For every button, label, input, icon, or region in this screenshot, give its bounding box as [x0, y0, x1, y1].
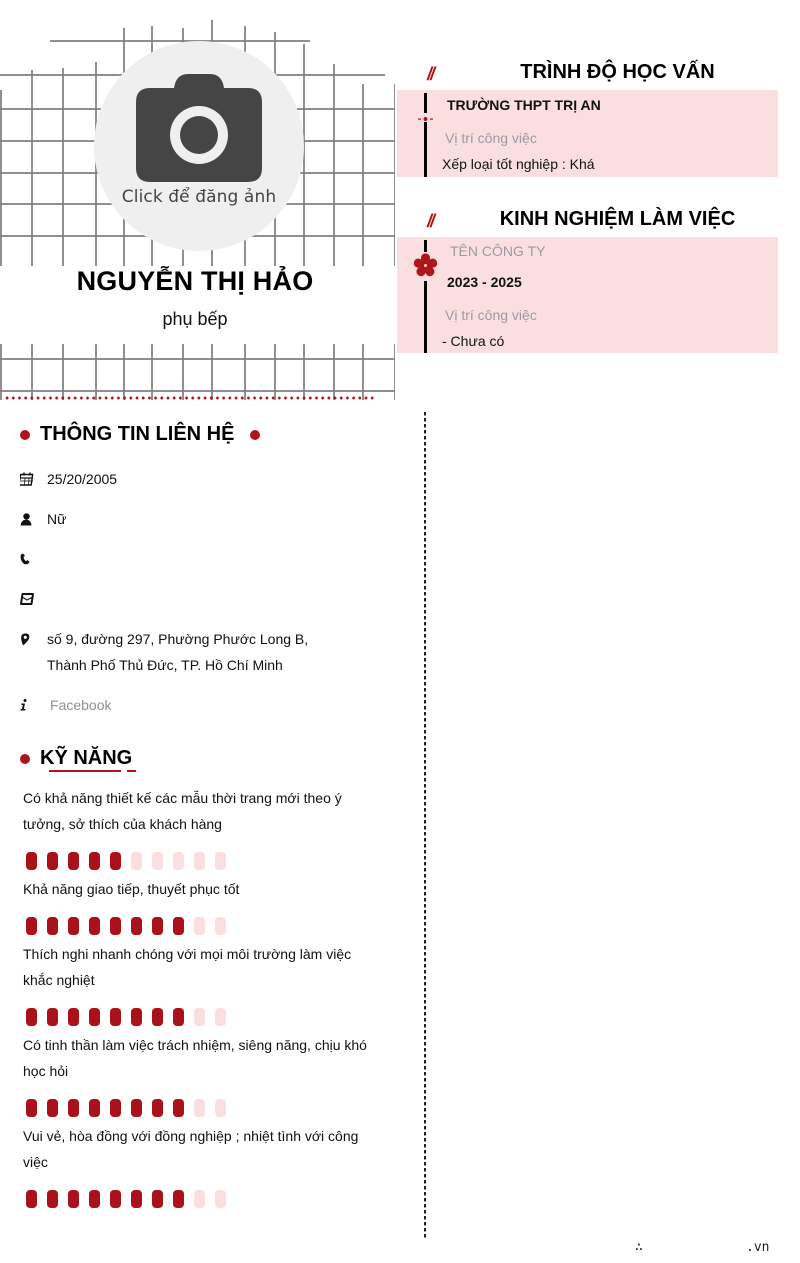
bullet-dot — [250, 430, 260, 440]
skill-pip-filled[interactable] — [173, 1099, 184, 1117]
education-title: TRÌNH ĐỘ HỌC VẤN — [520, 61, 715, 83]
skill-pip-empty[interactable] — [215, 1099, 226, 1117]
skill-pip-filled[interactable] — [173, 917, 184, 935]
skill-pip-filled[interactable] — [131, 1190, 142, 1208]
skill-pip-filled[interactable] — [47, 852, 58, 870]
timeline-line — [424, 122, 427, 177]
skill-pip-filled[interactable] — [47, 1099, 58, 1117]
skill-pip-empty[interactable] — [194, 917, 205, 935]
phone-icon — [20, 550, 47, 568]
skill-pip-filled[interactable] — [152, 1190, 163, 1208]
skill-pip-filled[interactable] — [89, 852, 100, 870]
contact-header — [20, 423, 260, 446]
skill-pip-filled[interactable] — [26, 1099, 37, 1117]
skill-pip-empty[interactable] — [215, 1190, 226, 1208]
skill-pip-filled[interactable] — [26, 1190, 37, 1208]
skill-pip-filled[interactable] — [110, 852, 121, 870]
email-icon — [20, 590, 47, 608]
experience-description[interactable]: - Chưa có — [442, 333, 505, 349]
address-value: số 9, đường 297, Phường Phước Long B, Thành Phố Thủ Đức, TP. Hồ Chí Minh — [47, 631, 309, 673]
skill-pip-empty[interactable] — [215, 1008, 226, 1026]
contact-item-gender[interactable] — [20, 510, 66, 532]
education-section — [397, 52, 778, 177]
experience-entry — [397, 237, 778, 353]
gender-value: Nữ — [47, 511, 67, 527]
calendar-icon — [20, 470, 47, 488]
slash-decoration: // — [427, 64, 434, 84]
contact-item-phone[interactable] — [20, 550, 47, 568]
skill-rating-bar[interactable] — [26, 917, 226, 935]
skill-pip-empty[interactable] — [215, 917, 226, 935]
location-icon — [20, 630, 47, 648]
camera-icon — [136, 72, 262, 182]
skill-label[interactable]: Vui vẻ, hòa đồng với đồng nghiệp ; nhiệt tình với công việc — [23, 1128, 359, 1170]
skill-rating-bar[interactable] — [26, 852, 226, 870]
skill-label[interactable]: Có khả năng thiết kế các mẫu thời trang mới theo ý tưởng, sở thích của khách hàng — [23, 790, 342, 832]
skill-pip-filled[interactable] — [47, 917, 58, 935]
skill-pip-filled[interactable] — [89, 1099, 100, 1117]
skills-underline — [49, 770, 121, 772]
skills-title: KỸ NĂNG — [40, 747, 133, 769]
skill-pip-filled[interactable] — [26, 852, 37, 870]
slash-decoration: // — [427, 211, 434, 231]
timeline-dot-icon — [418, 117, 433, 121]
skill-pip-filled[interactable] — [173, 1190, 184, 1208]
skill-pip-empty[interactable] — [194, 852, 205, 870]
job-title[interactable]: phụ bếp — [162, 309, 228, 329]
school-name[interactable]: TRƯỜNG THPT TRỊ AN — [447, 97, 601, 113]
flower-icon — [412, 252, 439, 279]
skill-rating-bar[interactable] — [26, 1190, 226, 1208]
company-placeholder[interactable]: TÊN CÔNG TY — [450, 243, 546, 259]
skill-pip-filled[interactable] — [68, 852, 79, 870]
skill-pip-filled[interactable] — [110, 1190, 121, 1208]
user-icon — [20, 510, 47, 528]
skill-pip-empty[interactable] — [194, 1099, 205, 1117]
avatar-caption: Click để đăng ảnh — [121, 187, 277, 207]
skill-pip-filled[interactable] — [47, 1190, 58, 1208]
skill-pip-filled[interactable] — [68, 1190, 79, 1208]
info-icon — [20, 696, 47, 714]
position-placeholder[interactable]: Vị trí công việc — [445, 130, 537, 146]
bullet-dot — [20, 754, 30, 764]
skill-pip-filled[interactable] — [68, 1099, 79, 1117]
skills-underline-dash — [127, 770, 136, 772]
full-name[interactable]: NGUYỄN THỊ HẢO — [76, 266, 314, 296]
contact-item-address[interactable] — [20, 630, 317, 678]
skill-pip-filled[interactable] — [47, 1008, 58, 1026]
skill-pip-filled[interactable] — [152, 917, 163, 935]
skill-pip-filled[interactable] — [68, 917, 79, 935]
skill-pip-filled[interactable] — [131, 1099, 142, 1117]
skill-pip-filled[interactable] — [89, 1008, 100, 1026]
bullet-dot — [20, 430, 30, 440]
education-header — [397, 52, 778, 90]
contact-item-birthday[interactable] — [20, 470, 117, 492]
position-placeholder[interactable]: Vị trí công việc — [445, 307, 537, 323]
skill-pip-filled[interactable] — [26, 1008, 37, 1026]
avatar-upload[interactable] — [94, 41, 304, 251]
skill-pip-filled[interactable] — [89, 917, 100, 935]
experience-header — [397, 199, 778, 237]
skill-rating-bar[interactable] — [26, 1099, 226, 1117]
skill-pip-filled[interactable] — [173, 1008, 184, 1026]
experience-section — [397, 199, 778, 353]
skill-pip-filled[interactable] — [152, 1008, 163, 1026]
skill-pip-filled[interactable] — [131, 1008, 142, 1026]
skill-pip-filled[interactable] — [152, 1099, 163, 1117]
skills-header — [20, 747, 132, 770]
skill-pip-filled[interactable] — [68, 1008, 79, 1026]
contact-title: THÔNG TIN LIÊN HỆ — [40, 423, 235, 445]
skill-pip-filled[interactable] — [110, 917, 121, 935]
contact-item-social[interactable] — [20, 696, 111, 718]
skill-pip-empty[interactable] — [215, 852, 226, 870]
dotted-divider — [4, 396, 376, 400]
footer-mark-right: .vn — [746, 1240, 770, 1255]
skill-pip-filled[interactable] — [110, 1099, 121, 1117]
skill-pip-empty[interactable] — [131, 852, 142, 870]
footer-mark-left: ∴ — [635, 1240, 643, 1255]
skill-rating-bar[interactable] — [26, 1008, 226, 1026]
timeline-line — [424, 281, 427, 353]
skill-pip-empty[interactable] — [173, 852, 184, 870]
skill-pip-filled[interactable] — [131, 917, 142, 935]
timeline-line — [424, 93, 427, 113]
skill-pip-filled[interactable] — [89, 1190, 100, 1208]
skill-label[interactable]: Khả năng giao tiếp, thuyết phục tốt — [23, 881, 240, 897]
skill-pip-filled[interactable] — [110, 1008, 121, 1026]
facebook-placeholder: Facebook — [50, 697, 112, 713]
skill-pip-empty[interactable] — [194, 1190, 205, 1208]
graduation-grade[interactable]: Xếp loại tốt nghiệp : Khá — [442, 156, 595, 172]
contact-item-email[interactable] — [20, 590, 47, 608]
education-entry — [397, 90, 778, 177]
skill-pip-empty[interactable] — [152, 852, 163, 870]
experience-years[interactable]: 2023 - 2025 — [447, 274, 522, 290]
timeline-line — [424, 240, 427, 252]
skill-label[interactable]: Có tinh thần làm việc trách nhiệm, siêng năng, chịu khó học hỏi — [23, 1037, 367, 1079]
experience-title: KINH NGHIỆM LÀM VIỆC — [499, 208, 736, 230]
skill-pip-empty[interactable] — [194, 1008, 205, 1026]
birthday-value: 25/20/2005 — [47, 471, 118, 487]
column-divider — [424, 412, 426, 1238]
skill-pip-filled[interactable] — [26, 917, 37, 935]
skill-label[interactable]: Thích nghi nhanh chóng với mọi môi trường làm việc khắc nghiệt — [23, 946, 352, 988]
